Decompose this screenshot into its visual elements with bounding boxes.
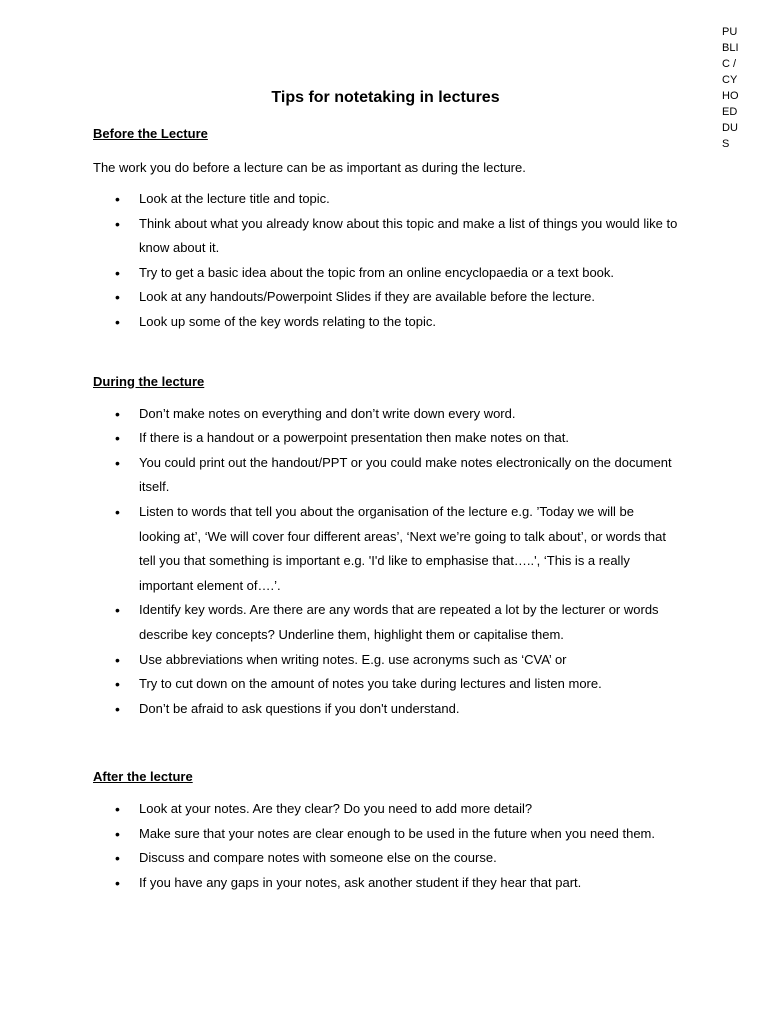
classification-line: DU [722,122,738,134]
section-intro: The work you do before a lecture can be as important as during the lecture. [93,160,526,175]
list-item: • Look at the lecture title and topic. [139,187,678,212]
section-heading-after: After the lecture [93,769,193,785]
bullet-list-during [93,402,678,722]
bullet-list-before [93,187,678,335]
list-item: • If there is a handout or a powerpoint presentation then make notes on that. [139,426,678,451]
classification-line: ED [722,106,738,118]
classification-line: C / [722,58,737,70]
classification-line: CY [722,74,738,86]
section-heading-before: Before the Lecture [93,126,208,141]
list-item: • Try to cut down on the amount of notes you take during lectures and listen more. [139,672,678,697]
list-item: • Look up some of the key words relating to the topic. [139,310,678,335]
list-item: • Look at any handouts/Powerpoint Slides if they are available before the lecture. [139,285,678,310]
bullet-list-after [93,797,678,895]
classification-line: HO [722,90,739,102]
list-item: • Listen to words that tell you about the organisation of the lecture e.g. ’Today we will be looking at’, ‘We will cover four different areas’, ‘Next we’re going to talk about’, or words that tell you that something is important e.g. 'I'd like to emphasise that…..', ‘This is a really important element of….’. [139,500,678,598]
section-heading-during: During the lecture [93,373,205,389]
classification-line: BLI [722,42,739,54]
list-item: • You could print out the handout/PPT or you could make notes electronically on the document itself. [139,451,678,500]
list-item: • Look at your notes. Are they clear? Do you need to add more detail? [139,797,678,822]
list-item: • Think about what you already know about this topic and make a list of things you would like to know about it. [139,212,678,261]
list-item: • If you have any gaps in your notes, ask another student if they hear that part. [139,871,678,896]
list-item: • Don’t be afraid to ask questions if you don't understand. [139,697,678,722]
document-title: Tips for notetaking in lectures [271,89,500,106]
list-item: • Don’t make notes on everything and don’t write down every word. [139,402,678,427]
classification-line: PU [722,26,738,38]
classification-line: S [722,138,730,150]
list-item: • Try to get a basic idea about the topic from an online encyclopaedia or a text book. [139,261,678,286]
list-item: • Make sure that your notes are clear enough to be used in the future when you need them. [139,822,678,847]
document-body [93,86,678,896]
list-item: • Use abbreviations when writing notes. E.g. use acronyms such as ‘CVA’ or [139,648,678,673]
list-item: • Identify key words. Are there are any words that are repeated a lot by the lecturer or words describe key concepts? Underline them, highlight them or capitalise them. [139,598,678,647]
list-item: • Discuss and compare notes with someone else on the course. [139,846,678,871]
classification-label [722,24,748,152]
